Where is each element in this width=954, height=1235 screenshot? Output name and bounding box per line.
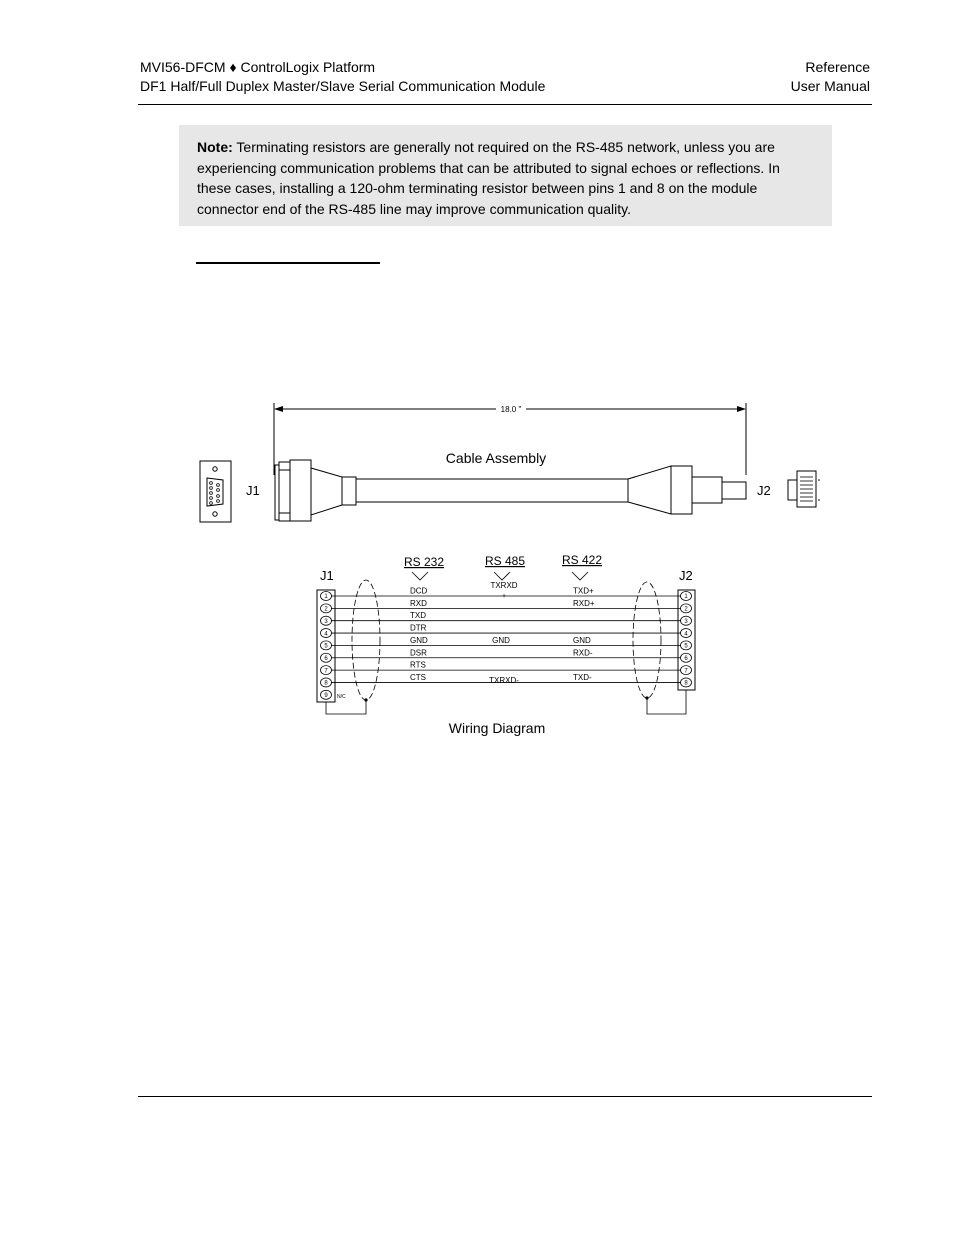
j1-pin-number: 7 — [324, 668, 328, 675]
dimension-arrow-left — [274, 406, 283, 412]
rs232-signal: RTS — [410, 660, 426, 670]
j1-pin-number: 8 — [324, 680, 328, 687]
rj45-end-latch — [788, 480, 797, 500]
j1-pin-number: 6 — [324, 655, 328, 662]
wiring-j2-label: J2 — [679, 568, 693, 583]
j2-pin-number: 3 — [684, 618, 688, 625]
rj45-boot — [628, 466, 671, 514]
cable-length-label: 18.0 " — [500, 405, 522, 414]
j2-pin-number: 7 — [684, 668, 688, 675]
rs422-signal: TXD+ — [573, 586, 594, 596]
column-chevrons — [412, 572, 588, 580]
cable-body — [356, 479, 628, 502]
j2-pin-number: 5 — [684, 643, 688, 650]
rs485-txrxd-minus-label: TXRXD- — [489, 676, 519, 685]
j1-drain-junction — [364, 698, 367, 701]
j2-pin-number: 1 — [684, 594, 688, 601]
j1-pin-number: 4 — [324, 631, 328, 638]
rs422-heading: RS 422 — [561, 553, 603, 567]
rj45-end-contacts — [800, 477, 813, 501]
rs422-signal: RXD- — [573, 648, 593, 658]
j1-shield — [352, 580, 380, 700]
j2-shield — [633, 582, 661, 698]
rj45-pin8-marker — [818, 499, 820, 501]
rs485-txrxd-plus: TXRXD — [490, 581, 518, 590]
rs422-signal: RXD+ — [573, 598, 595, 608]
rs232-heading: RS 232 — [403, 555, 445, 569]
j1-pin-number: 5 — [324, 643, 328, 650]
db9-side-screw-top — [279, 462, 291, 470]
j1-pin-number: 2 — [324, 606, 328, 613]
cable-assembly-title: Cable Assembly — [445, 450, 547, 466]
rj45-plug — [692, 477, 722, 503]
rs485-gnd-label: GND — [492, 636, 510, 645]
rs232-signal: DSR — [410, 648, 427, 658]
footer-rule — [138, 1096, 872, 1097]
note-text: Terminating resistors are generally not required on the RS-485 network, unless you are experiencing communication problems that can be attributed to signal echoes or reflections. In these cases, installing a 120-ohm terminating resistor between pins 1 and 8 on the module connector end of the RS-485 line may improve communication quality. — [197, 139, 780, 217]
j1-pin-number: 1 — [324, 594, 328, 601]
j1-pin-number: 9 — [324, 693, 328, 699]
db9-strain-relief — [342, 477, 356, 505]
rs232-signal: CTS — [410, 672, 426, 682]
j2-drain-junction — [645, 696, 648, 699]
rs422-signal: GND — [573, 635, 591, 645]
rj45-pin1-marker — [818, 479, 820, 481]
rj45-body — [671, 466, 692, 514]
rs232-signal: TXD — [410, 611, 426, 621]
rs232-signal-labels — [410, 587, 428, 682]
header-section: Reference — [805, 59, 870, 75]
rs232-signal: GND — [410, 635, 428, 645]
header-product: MVI56-DFCM ♦ ControlLogix Platform — [140, 59, 376, 75]
rs422-signal: TXD- — [573, 672, 592, 682]
rs232-signal: DTR — [410, 623, 427, 633]
db9-side-flange — [275, 465, 279, 520]
j2-pin-number: 4 — [684, 631, 688, 638]
j2-pin-number: 8 — [684, 680, 688, 687]
rs232-signal: DCD — [410, 586, 428, 596]
j2-drain-wire — [647, 690, 686, 714]
j1-pin9-nc-label: N/C — [337, 694, 346, 700]
db9-hood — [311, 468, 342, 515]
j2-pin-number: 6 — [684, 655, 688, 662]
cable-j2-label: J2 — [757, 483, 771, 498]
wiring-j1-label: J1 — [320, 568, 334, 583]
header-doc-type: User Manual — [790, 78, 870, 94]
rj45-tip — [722, 482, 746, 499]
rs485-plus-sign: + — [501, 593, 507, 600]
header-module: DF1 Half/Full Duplex Master/Slave Serial Communication Module — [140, 78, 546, 94]
dimension-arrow-right — [737, 406, 746, 412]
j1-pin-number: 3 — [324, 618, 328, 625]
db9-side-body — [290, 460, 311, 521]
rs422-signal-labels — [573, 587, 595, 682]
cable-j1-label: J1 — [246, 483, 260, 498]
note-label: Note: — [197, 139, 233, 155]
wiring-diagram-title: Wiring Diagram — [448, 720, 546, 736]
rs485-heading: RS 485 — [484, 554, 526, 568]
rs232-signal: RXD — [410, 598, 427, 608]
db9-side-screw-bottom — [279, 513, 291, 521]
j1-pin-group — [321, 592, 332, 700]
j2-pin-number: 2 — [684, 606, 688, 613]
